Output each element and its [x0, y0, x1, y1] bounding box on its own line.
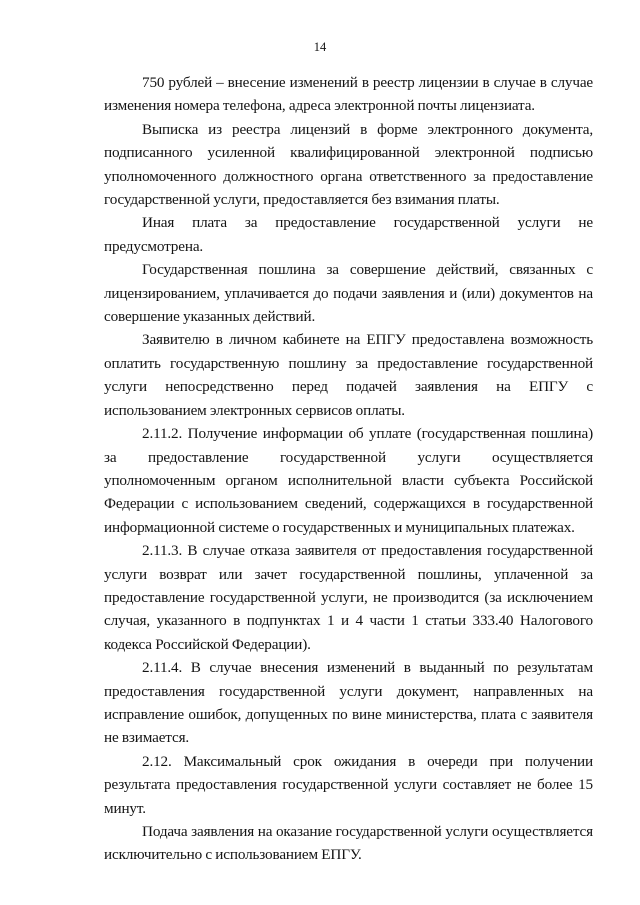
document-body [104, 71, 593, 867]
paragraph-other-fees: Иная плата за предоставление государственной услуги не предусмотрена. [104, 214, 593, 255]
paragraph-epgu-payment: Заявителю в личном кабинете на ЕПГУ предоставлена возможность оплатить государственную пошлину за предоставление государственной услуги непосредственно перед подачей заявления на ЕПГУ с использованием электронных сервисов оплаты. [104, 331, 593, 419]
paragraph-2-11-2: 2.11.2. Получение информации об уплате (государственная пошлина) за предоставление государственной услуги осуществляется уполномоченным органом исполнительной власти субъекта Российской Федерации с использованием сведений, содержащихся в государственной информационной системе о государственных и муниципальных платежах. [104, 425, 593, 536]
paragraph-registry-extract: Выписка из реестра лицензий в форме электронного документа, подписанного усиленной квалифицированной электронной подписью уполномоченного должностного органа ответственного за предоставление государственной услуги, предоставляется без взимания платы. [104, 120, 593, 209]
paragraph-fee-750: 750 рублей – внесение изменений в реестр лицензии в случае в случае изменения номера телефона, адреса электронной почты лицензиата. [104, 74, 593, 115]
paragraph-2-12: 2.12. Максимальный срок ожидания в очереди при получении результата предоставления государственной услуги составляет не более 15 минут. [104, 752, 593, 817]
page-number: 14 [313, 40, 327, 54]
paragraph-epgu-submission: Подача заявления на оказание государственной услуги осуществляется исключительно с использованием ЕПГУ. [104, 823, 593, 864]
paragraph-2-11-3: 2.11.3. В случае отказа заявителя от предоставления государственной услуги возврат или зачет государственной пошлины, уплаченной за предоставление государственной услуги, не производится (за исключением случая, указанного в подпунктах 1 и 4 части 1 статьи 333.40 Налогового кодекса Российской Федерации). [104, 542, 593, 653]
paragraph-2-11-4: 2.11.4. В случае внесения изменений в выданный по результатам предоставления государственной услуги документ, направленных на исправление ошибок, допущенных по вине министерства, плата с заявителя не взимается. [104, 659, 593, 747]
paragraph-state-duty: Государственная пошлина за совершение действий, связанных с лицензированием, уплачивается до подачи заявления и (или) документов на совершение указанных действий. [104, 261, 593, 326]
